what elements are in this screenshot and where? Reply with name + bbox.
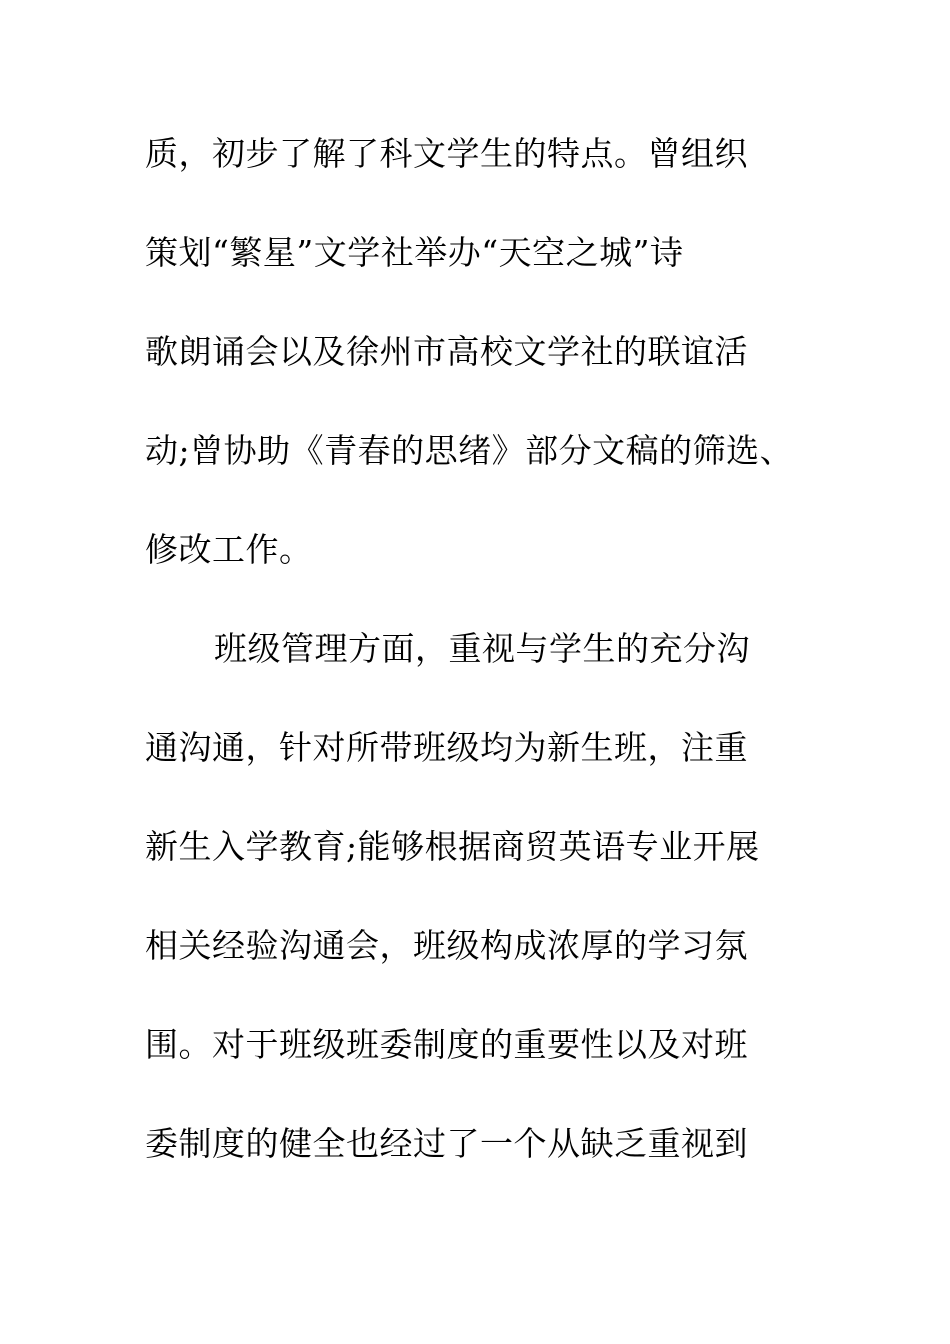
body-text <box>145 124 845 1213</box>
paragraph-start-line: 班级管理方面，重视与学生的充分沟 <box>214 629 750 668</box>
text-line: 动;曾协助《青春的思绪》部分文稿的筛选、 <box>145 431 794 470</box>
text-line: 委制度的健全也经过了一个从缺乏重视到 <box>145 1124 748 1163</box>
text-line: 质，初步了解了科文学生的特点。曾组织 <box>145 134 748 173</box>
text-line: 歌朗诵会以及徐州市高校文学社的联谊活 <box>145 332 748 371</box>
text-line: 修改工作。 <box>145 530 313 569</box>
text-line: 策划“繁星”文学社举办“天空之城”诗 <box>145 233 684 272</box>
text-line: 通沟通，针对所带班级均为新生班，注重 <box>145 728 748 767</box>
text-line: 围。对于班级班委制度的重要性以及对班 <box>145 1025 748 1064</box>
text-line: 新生入学教育;能够根据商贸英语专业开展 <box>145 827 760 866</box>
text-line: 相关经验沟通会，班级构成浓厚的学习氛 <box>145 926 748 965</box>
